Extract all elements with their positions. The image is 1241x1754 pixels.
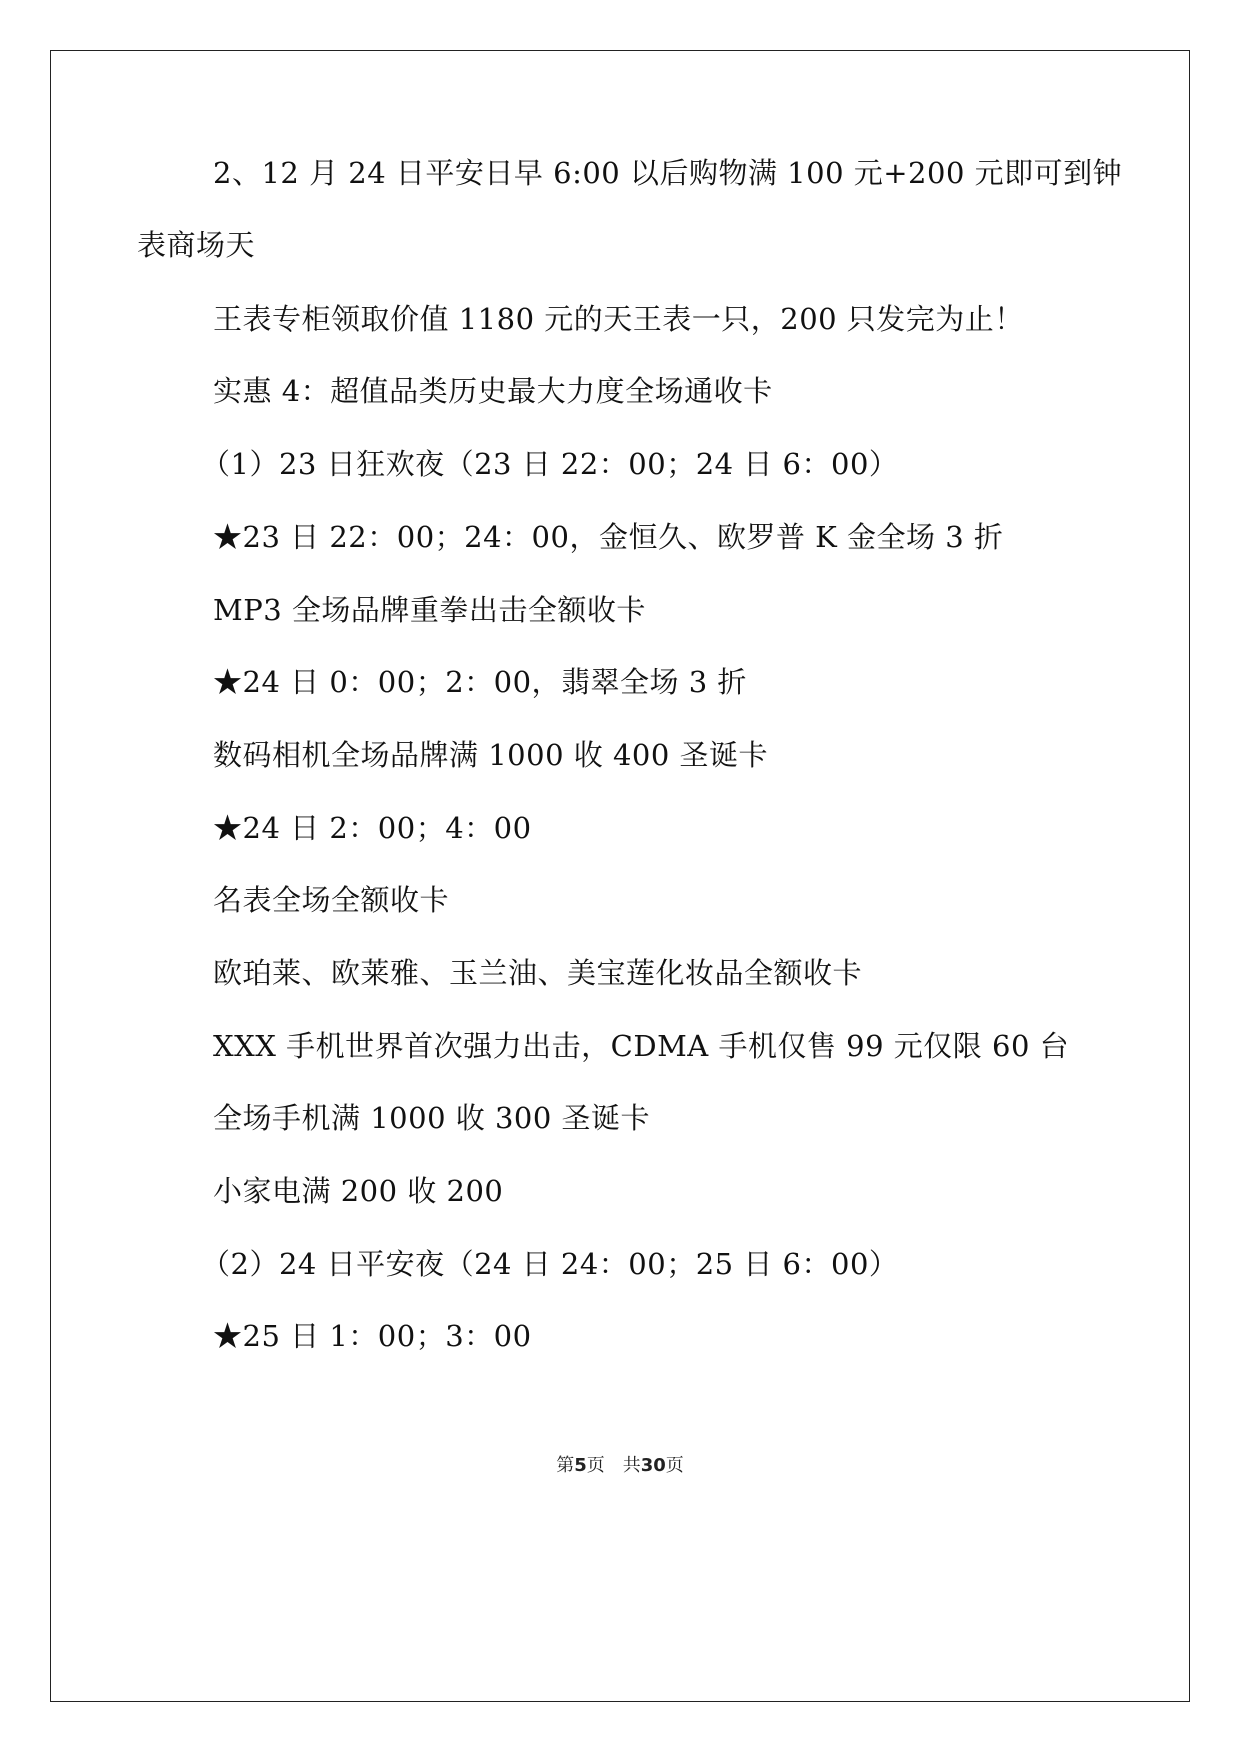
footer-page-number: 5: [574, 1455, 587, 1476]
footer-total-pages: 30: [640, 1455, 666, 1476]
footer-page-prefix: 第: [556, 1455, 575, 1476]
paragraph-line: （2）24 日平安夜（24 日 24：00；25 日 6：00）: [201, 1247, 899, 1281]
paragraph-line: 数码相机全场品牌满 1000 收 400 圣诞卡: [213, 738, 769, 772]
paragraph-line: ★24 日 0：00；2：00，翡翠全场 3 折: [213, 665, 747, 699]
footer-total-prefix: 共: [622, 1455, 641, 1476]
paragraph-line: 名表全场全额收卡: [213, 883, 450, 917]
paragraph-line: 全场手机满 1000 收 300 圣诞卡: [213, 1101, 651, 1135]
paragraph-line: 欧珀莱、欧莱雅、玉兰油、美宝莲化妆品全额收卡: [213, 956, 863, 990]
paragraph-line: XXX 手机世界首次强力出击，CDMA 手机仅售 99 元仅限 60 台: [213, 1029, 1070, 1063]
paragraph-line: 小家电满 200 收 200: [213, 1174, 504, 1208]
page-footer: [51, 1451, 1189, 1477]
paragraph-line: ★25 日 1：00；3：00: [213, 1319, 532, 1353]
footer-page-suffix: 页: [586, 1455, 605, 1476]
page-frame: [50, 50, 1190, 1702]
paragraph-line: MP3 全场品牌重拳出击全额收卡: [213, 593, 646, 627]
paragraph-line: ★23 日 22：00；24：00，金恒久、欧罗普 K 金全场 3 折: [213, 520, 1004, 554]
footer-total-suffix: 页: [665, 1455, 684, 1476]
paragraph-line: 实惠 4：超值品类历史最大力度全场通收卡: [213, 374, 773, 408]
paragraph-line: （1）23 日狂欢夜（23 日 22：00；24 日 6：00）: [201, 447, 899, 481]
paragraph-line: 王表专柜领取价值 1180 元的天王表一只，200 只发完为止！: [213, 302, 1024, 336]
paragraph-line: 2、12 月 24 日平安日早 6:00 以后购物满 100 元+200 元即可到钟: [213, 156, 1123, 190]
paragraph-line: ★24 日 2：00；4：00: [213, 811, 532, 845]
paragraph-line: 表商场天: [137, 228, 256, 262]
